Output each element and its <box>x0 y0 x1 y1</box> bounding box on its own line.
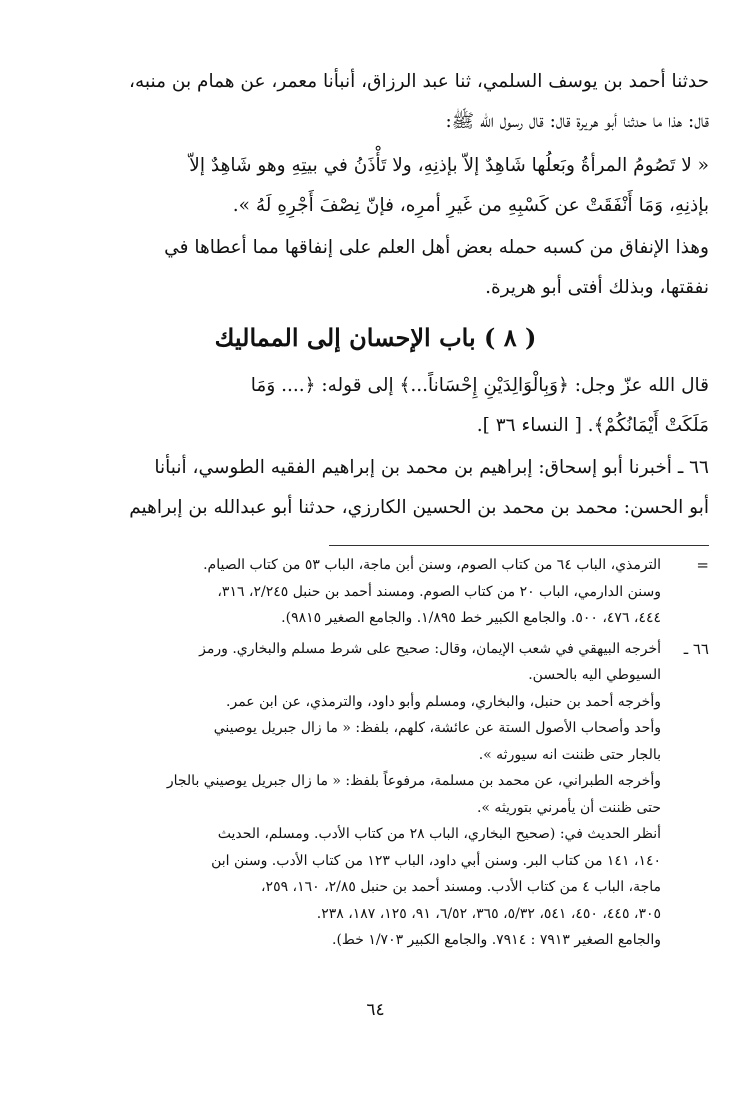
isnad-paragraph: حدثنا أحمد بن يوسف السلمي، ثنا عبد الرزاق، أنبأنا معمر، عن همام بن منبه، قال: هذا ما حدثنا أبو هريرة قال: قال رسول الله ﷺ: <box>129 71 709 132</box>
hadith-66-isnad: ٦٦ ـ أخبرنا أبو إسحاق: إبراهيم بن محمد بن إبراهيم الفقيه الطوسي، أنبأنا أبو الحسن: محمد بن محمد بن الحسين الكارزي، حدثنا أبو عبدالله بن إبراهيم <box>129 457 709 518</box>
hadith-text: « لا تَصُومُ المرأةُ وبَعلُها شَاهِدٌ إلاّ بإذنِهِ، ولا تَأْذَنُ في بيتِهِ وهو شَاهِدٌ إلاّ بإذنِهِ، وَمَا أَنْفَقَتْ عن كَسْبِهِ من غَيرِ أمرِه، فإنّ نِصْفَ أَجْرِهِ لَهُ ». <box>189 155 709 216</box>
footnote-divider <box>329 545 709 546</box>
footnote-mark: = <box>696 556 709 574</box>
quran-citation: قال الله عزّ وجل: ﴿وَبِالْوَالِدَيْنِ إِحْسَاناً...﴾ إلى قوله: ﴿.... وَمَا مَلَكَتْ أَيْمَانُكُمْ﴾. [ النساء ٣٦ ]. <box>250 375 709 436</box>
commentary-paragraph: وهذا الإنفاق من كسبه حمله بعض أهل العلم على إنفاقها مما أعطاها في نفقتها، وبذلك أفتى أبو هريرة. <box>164 237 709 298</box>
footnotes <box>42 545 709 954</box>
footnote-mark: ٦٦ ـ <box>683 639 709 658</box>
footnote-66 <box>42 636 709 954</box>
footnote-text: أخرجه البيهقي في شعب الإيمان، وقال: صحيح على شرط مسلم والبخاري. ورمز السيوطي اليه بالحسن. وأخرجه أحمد بن حنبل، والبخاري، ومسلم وأبو داود، والترمذي، عن ابن عمر. وأحد وأصحاب الأصول الستة عن عائشة، كلهم، بلفظ: « ما زال جبريل يوصيني بالجار حتى ظننت انه سيورثه ». وأخرجه الطبراني، عن محمد بن مسلمة، مرفوعاً بلفظ: « ما زال جبريل يوصيني بالجار حتى ظننت أن يأمرني بتوريثه ». أنظر الحديث في: (صحيح البخاري، الباب ٢٨ من كتاب الأدب. ومسلم، الحديث ١٤٠، ١٤١ من كتاب البر. وسنن أبي داود، الباب ١٢٣ من كتاب الأدب. وسنن ابن ماجة، الباب ٤ من كتاب الأدب. ومسند أحمد بن حنبل ٢/٨٥، ١٦٠، ٢٥٩، ٣٠٥، ٤٤٥، ٤٥٠، ٥٤١، ٥/٣٢، ٣٦٥، ٦/٥٢، ٩١، ١٢٥، ١٨٧، ٢٣٨. والجامع الصغير ٧٩١٣ : ٧٩١٤. والجامع الكبير ١/٧٠٣ خط). <box>166 640 661 948</box>
main-text <box>42 62 709 528</box>
footnote-text: الترمذي، الباب ٦٤ من كتاب الصوم، وسنن أبن ماجة، الباب ٥٣ من كتاب الصيام. وسنن الدارمي، الباب ٢٠ من كتاب الصوم. ومسند أحمد بن حنبل ٢/٢٤٥، ٣١٦، ٤٤٤، ٤٧٦، ٥٠٠. والجامع الكبير خط ١/٨٩٥. والجامع الصغير ٩٨١٥). <box>203 557 661 626</box>
chapter-heading: ( ٨ ) باب الإحسان إلى المماليك <box>214 323 537 352</box>
page-number: ٦٤ <box>366 1000 385 1020</box>
footnote-continued <box>42 552 709 632</box>
